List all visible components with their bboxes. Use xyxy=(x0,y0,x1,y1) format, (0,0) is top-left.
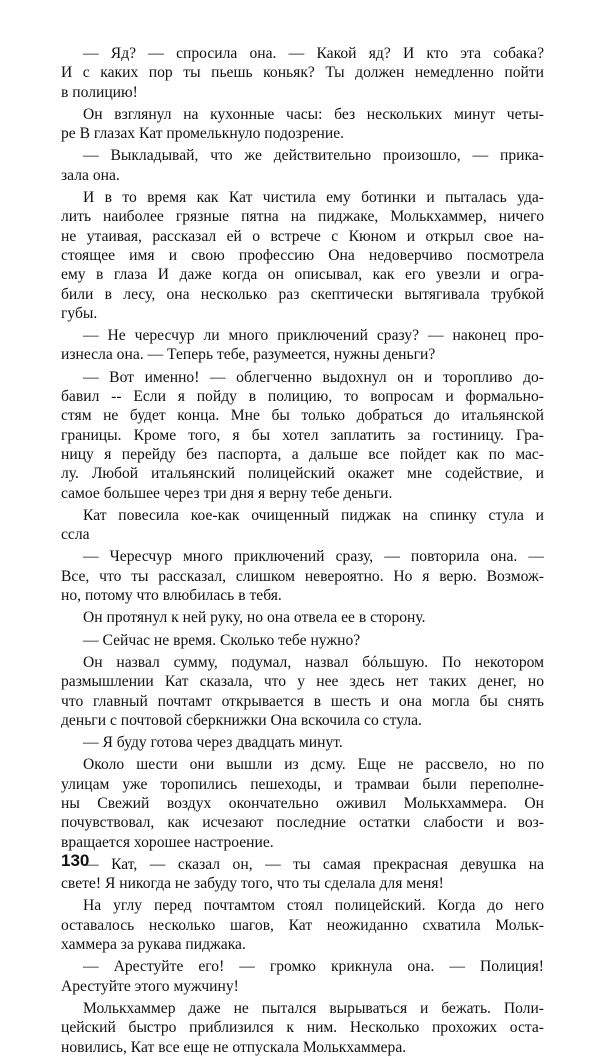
text-line: Все, что ты рассказал, слишком невероятно. Но я верю. Возмож- xyxy=(61,567,544,585)
text-line: самое большее через три дня я верну тебе деньги. xyxy=(61,484,393,502)
text-line: стям не будет конца. Мне бы только добраться до итальянской xyxy=(61,407,544,425)
text-line: границы. Кроме того, я бы хотел заплатить за гостиницу. Гра- xyxy=(61,426,544,444)
text-line: — Арестуйте его! — громко крикнула она. — Полиция! xyxy=(83,958,544,976)
paragraph xyxy=(61,755,544,851)
page-text xyxy=(61,44,544,1060)
text-line: бавил -- Если я пойду в полицию, то вопросам и формально- xyxy=(61,388,544,406)
paragraph xyxy=(61,608,544,627)
text-line: изнесла она. — Теперь тебе, разумеется, нужны деньги? xyxy=(61,346,436,364)
text-line: свете! Я никогда не забуду того, что ты сделала для меня! xyxy=(61,875,444,893)
paragraph xyxy=(61,733,544,752)
text-line: — Вот именно! — облегченно выдохнул он и торопливо до- xyxy=(83,368,544,386)
text-line: ницу я перейду без паспорта, а дальше все пойдет как по мас- xyxy=(61,445,544,463)
paragraph xyxy=(61,631,544,650)
paragraph xyxy=(61,855,544,894)
paragraph xyxy=(61,368,544,503)
text-line: в полицию! xyxy=(61,83,138,101)
paragraph xyxy=(61,653,544,730)
text-line: хаммера за рукава пиджака. xyxy=(61,936,246,954)
paragraph xyxy=(61,506,544,545)
paragraph xyxy=(61,547,544,605)
text-line: не утаивая, рассказал ей о встрече с Кюном и открыл свое на- xyxy=(61,227,544,245)
paragraph xyxy=(61,44,544,102)
text-line: Он протянул к ней руку, но она отвела ее в сторону. xyxy=(83,609,426,627)
text-line: Кат повесила кое-как очищенный пиджак на спинку стула и xyxy=(83,506,544,524)
text-line: стоящее имя и свою профессию Она недоверчиво посмотрела xyxy=(61,246,544,264)
text-line: И в то время как Кат чистила ему ботинки и пыталась уда- xyxy=(83,189,544,207)
text-line: размышлении Кат сказала, что у нее здесь нет таких денег, но xyxy=(61,673,544,691)
text-line: Арестуйте этого мужчину! xyxy=(61,977,239,995)
text-line: что главный почтамт открывается в шесть и она могла бы снять xyxy=(61,692,544,710)
paragraph xyxy=(61,896,544,954)
paragraph xyxy=(61,999,544,1057)
text-line: — Выкладывай, что же действительно произошло, — прика- xyxy=(83,147,544,165)
text-line: почувствовал, как исчезают последние остатки слабости и воз- xyxy=(61,814,544,832)
text-line: лить наиболее грязные пятна на пиджаке, Молькхаммер, ничего xyxy=(61,208,544,226)
text-line: но, потому что влюбилась в тебя. xyxy=(61,587,282,605)
text-line: цейский быстро приблизился к ним. Несколько прохожих оста- xyxy=(61,1019,544,1037)
text-line: ре В глазах Кат промелькнуло подозрение. xyxy=(61,125,345,143)
text-line: — Я буду готова через двадцать минут. xyxy=(83,734,343,752)
text-line: Около шести они вышли из дсму. Еще не рассвело, но по xyxy=(83,756,544,774)
text-line: губы. xyxy=(61,304,98,322)
text-line: ему в глаза И даже когда он описывал, как его увезли и огра- xyxy=(61,266,544,284)
paragraph xyxy=(61,188,544,323)
text-line: улицам уже торопились пешеходы, и трамваи были переполне- xyxy=(61,775,544,793)
text-line: — Кат, — сказал он, — ты самая прекрасная девушка на xyxy=(83,855,544,873)
text-line: вращается хорошее настроение. xyxy=(61,833,274,851)
paragraph xyxy=(61,326,544,365)
paragraph xyxy=(61,957,544,996)
text-line: — Сейчас не время. Сколько тебе нужно? xyxy=(83,631,361,649)
text-line: ссла xyxy=(61,526,90,544)
text-line: новились, Кат все еще не отпускала Молькхаммера. xyxy=(61,1038,407,1056)
text-line: И с каких пор ты пьешь коньяк? Ты должен немедленно пойти xyxy=(61,64,544,82)
page-number: 130 xyxy=(61,851,90,870)
text-line: оставалось несколько шагов, Кат неожиданно схватила Мольк- xyxy=(61,916,544,934)
text-line: На углу перед почтамтом стоял полицейский. Когда до него xyxy=(83,897,544,915)
paragraph xyxy=(61,105,544,144)
text-line: деньги с почтовой сберкнижки Она вскочила со стула. xyxy=(61,711,422,729)
text-line: били в лесу, она несколько раз скептически вытягивала трубкой xyxy=(61,285,544,303)
text-line: — Яд? — спросила она. — Какой яд? И кто эта собака? xyxy=(83,45,544,62)
paragraph xyxy=(61,146,544,185)
text-line: Молькхаммер даже не пытался вырываться и бежать. Поли- xyxy=(83,999,544,1017)
text-line: — Не чересчур ли много приключений сразу? — наконец про- xyxy=(83,327,544,345)
text-line: лу. Любой итальянский полицейский окажет мне содействие, и xyxy=(61,465,544,483)
text-line: Он назвал сумму, подумал, назвал бóльшую. По некотором xyxy=(83,653,544,671)
text-line: Он взглянул на кухонные часы: без нескольких минут четы- xyxy=(83,105,544,123)
text-line: зала она. xyxy=(61,166,120,184)
text-line: — Чересчур много приключений сразу, — повторила она. — xyxy=(83,548,544,566)
text-line: ны Свежий воздух окончательно оживил Молькхаммера. Он xyxy=(61,794,544,812)
